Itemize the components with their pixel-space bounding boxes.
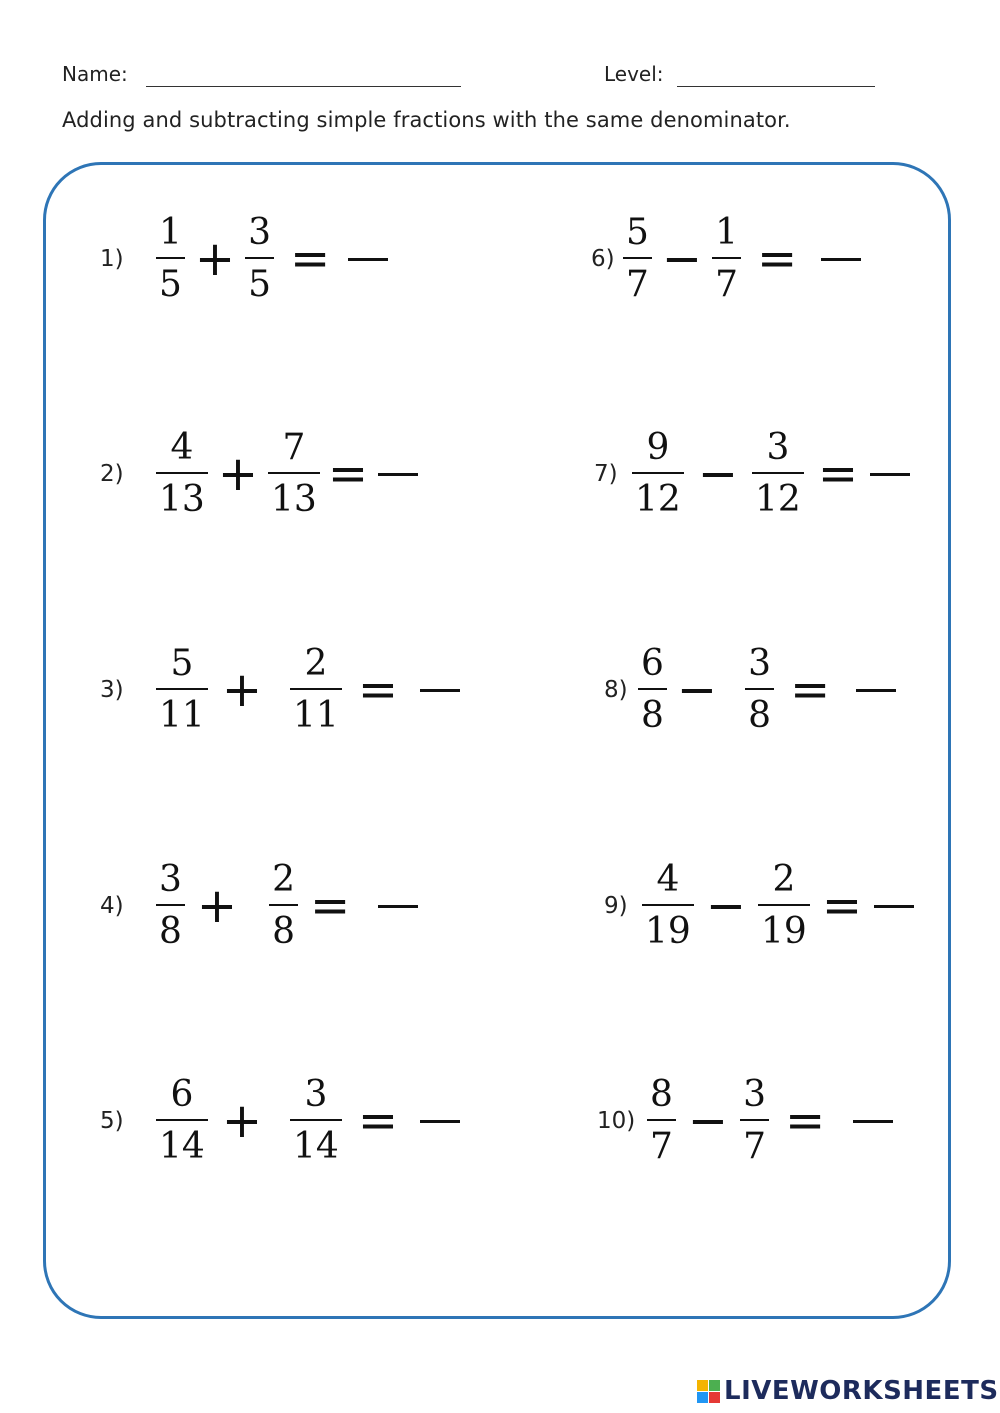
numerator: 5 <box>170 643 194 684</box>
denominator: 8 <box>272 911 296 952</box>
problem-3 <box>100 630 460 750</box>
problem-4 <box>100 846 418 966</box>
problem-5 <box>100 1061 460 1181</box>
problem-1 <box>100 199 388 319</box>
denominator: 14 <box>293 1126 339 1167</box>
numerator: 3 <box>304 1074 328 1115</box>
problem-number: 4) <box>100 893 124 919</box>
numerator: 2 <box>272 859 296 900</box>
numerator: 3 <box>743 1074 767 1115</box>
denominator: 7 <box>743 1126 767 1167</box>
equals-sign: = <box>357 1093 399 1149</box>
numerator: 5 <box>626 212 649 253</box>
denominator: 7 <box>626 264 649 305</box>
equals-sign: = <box>785 1093 826 1149</box>
answer-fraction-bar[interactable] <box>420 1120 460 1123</box>
problem-6 <box>591 199 861 319</box>
minus-operator: − <box>705 878 747 934</box>
plus-operator: + <box>221 1093 263 1149</box>
problem-10 <box>597 1061 893 1181</box>
plus-operator: + <box>196 878 238 934</box>
problem-number: 7) <box>594 461 618 487</box>
denominator: 7 <box>650 1126 673 1167</box>
problem-number: 5) <box>100 1108 124 1134</box>
problem-number: 2) <box>100 461 124 487</box>
numerator: 1 <box>715 212 739 253</box>
problem-number: 9) <box>604 893 628 919</box>
fraction-second <box>758 859 810 952</box>
fraction-first <box>156 643 208 736</box>
denominator: 8 <box>748 695 772 736</box>
denominator: 5 <box>159 264 182 305</box>
fraction-second <box>290 643 342 736</box>
numerator: 3 <box>766 427 790 468</box>
problem-number: 1) <box>100 246 124 272</box>
numerator: 4 <box>170 427 194 468</box>
numerator: 4 <box>656 859 680 900</box>
numerator: 8 <box>650 1074 673 1115</box>
denominator: 14 <box>159 1126 205 1167</box>
answer-fraction-bar[interactable] <box>870 473 910 476</box>
answer-fraction-bar[interactable] <box>874 905 914 908</box>
equals-sign: = <box>790 662 831 718</box>
numerator: 6 <box>641 643 664 684</box>
numerator: 9 <box>646 427 670 468</box>
fraction-first <box>632 427 684 520</box>
problem-number: 10) <box>597 1108 636 1134</box>
denominator: 12 <box>635 479 681 520</box>
denominator: 8 <box>159 911 182 952</box>
problem-8 <box>604 630 896 750</box>
numerator: 3 <box>748 643 772 684</box>
denominator: 8 <box>641 695 664 736</box>
fraction-first <box>642 859 694 952</box>
fraction-second <box>268 427 320 520</box>
problem-9 <box>604 846 914 966</box>
denominator: 11 <box>159 695 205 736</box>
plus-operator: + <box>194 231 236 287</box>
fraction-first <box>156 859 185 952</box>
denominator: 5 <box>248 264 272 305</box>
answer-fraction-bar[interactable] <box>853 1120 893 1123</box>
minus-operator: − <box>697 446 739 502</box>
denominator: 19 <box>645 911 691 952</box>
numerator: 3 <box>248 212 272 253</box>
worksheet-subtitle: Adding and subtracting simple fractions with the same denominator. <box>62 108 791 132</box>
fraction-first <box>156 1074 208 1167</box>
fraction-second <box>245 212 274 305</box>
equals-sign: = <box>357 662 399 718</box>
problem-number: 6) <box>591 246 615 272</box>
fraction-second <box>740 1074 769 1167</box>
plus-operator: + <box>217 446 259 502</box>
fraction-first <box>647 1074 676 1167</box>
answer-fraction-bar[interactable] <box>378 473 418 476</box>
plus-operator: + <box>221 662 263 718</box>
liveworksheets-logo-text: LIVEWORKSHEETS <box>724 1376 999 1406</box>
minus-operator: − <box>661 231 703 287</box>
equals-sign: = <box>290 231 331 287</box>
numerator: 1 <box>159 212 182 253</box>
equals-sign: = <box>821 878 863 934</box>
denominator: 13 <box>159 479 205 520</box>
level-blank-line[interactable] <box>677 86 875 87</box>
name-label: Name: <box>62 62 128 86</box>
problem-number: 3) <box>100 677 124 703</box>
level-label: Level: <box>604 62 664 86</box>
equals-sign: = <box>757 231 798 287</box>
fraction-first <box>156 212 185 305</box>
liveworksheets-logo[interactable] <box>697 1376 999 1406</box>
numerator: 2 <box>772 859 796 900</box>
fraction-first <box>156 427 208 520</box>
equals-sign: = <box>817 446 859 502</box>
fraction-second <box>745 643 774 736</box>
answer-fraction-bar[interactable] <box>420 689 460 692</box>
problem-7 <box>594 414 910 534</box>
numerator: 7 <box>282 427 306 468</box>
fraction-second <box>712 212 741 305</box>
minus-operator: − <box>676 662 718 718</box>
answer-fraction-bar[interactable] <box>821 258 861 261</box>
fraction-second <box>269 859 298 952</box>
fraction-second <box>290 1074 342 1167</box>
fraction-first <box>638 643 667 736</box>
answer-fraction-bar[interactable] <box>856 689 896 692</box>
equals-sign: = <box>310 878 351 934</box>
answer-fraction-bar[interactable] <box>348 258 388 261</box>
denominator: 13 <box>271 479 317 520</box>
numerator: 2 <box>304 643 328 684</box>
minus-operator: − <box>687 1093 729 1149</box>
fraction-first <box>623 212 652 305</box>
numerator: 3 <box>159 859 182 900</box>
fraction-second <box>752 427 804 520</box>
denominator: 11 <box>293 695 339 736</box>
denominator: 7 <box>715 264 739 305</box>
problem-2 <box>100 414 418 534</box>
numerator: 6 <box>170 1074 194 1115</box>
answer-fraction-bar[interactable] <box>378 905 418 908</box>
denominator: 12 <box>755 479 801 520</box>
name-blank-line[interactable] <box>146 86 461 87</box>
liveworksheets-logo-icon <box>697 1380 720 1403</box>
denominator: 19 <box>761 911 807 952</box>
equals-sign: = <box>327 446 369 502</box>
problem-number: 8) <box>604 677 628 703</box>
